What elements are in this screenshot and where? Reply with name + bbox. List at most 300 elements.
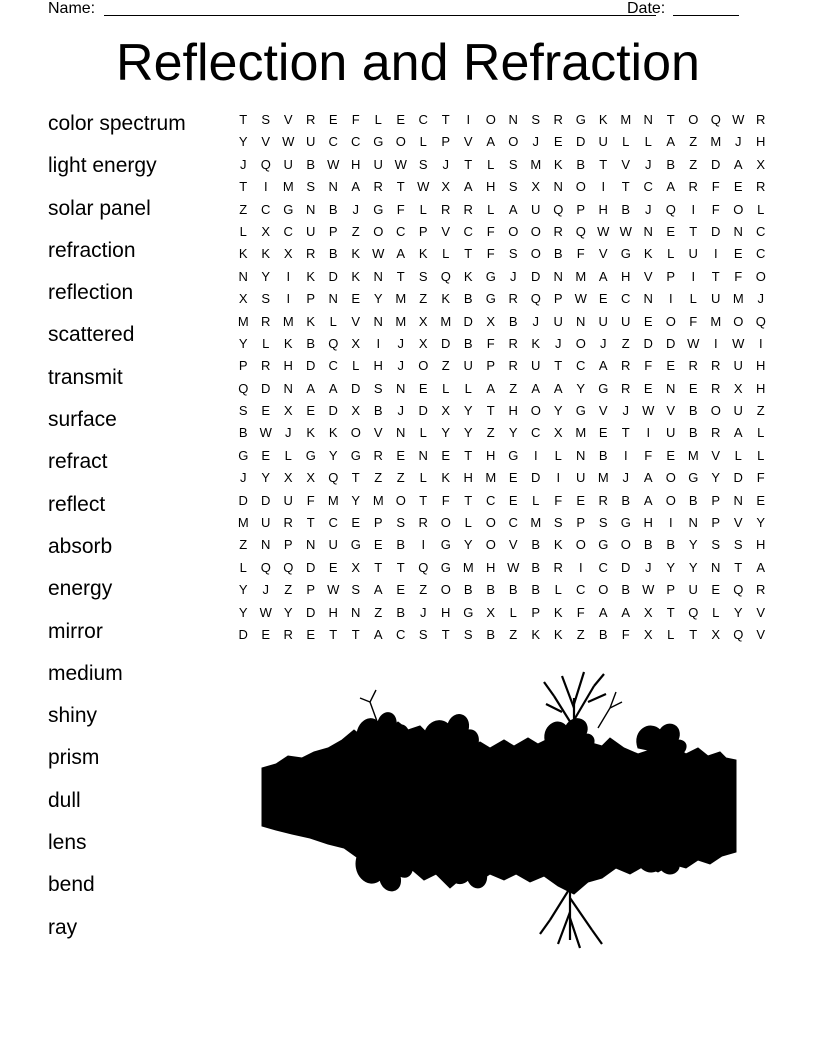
grid-letter[interactable]: E bbox=[666, 447, 676, 463]
grid-letter[interactable]: J bbox=[757, 291, 764, 307]
grid-letter[interactable]: N bbox=[306, 201, 316, 217]
grid-letter[interactable]: D bbox=[576, 134, 586, 150]
grid-letter[interactable]: Q bbox=[238, 380, 249, 396]
grid-letter[interactable]: C bbox=[756, 246, 766, 262]
grid-letter[interactable]: I bbox=[691, 268, 696, 284]
grid-letter[interactable]: C bbox=[283, 223, 293, 239]
grid-letter[interactable]: N bbox=[306, 537, 316, 553]
grid-letter[interactable]: J bbox=[622, 470, 629, 486]
grid-letter[interactable]: S bbox=[553, 515, 563, 531]
grid-letter[interactable]: L bbox=[667, 626, 675, 642]
grid-letter[interactable]: N bbox=[733, 492, 743, 508]
grid-letter[interactable]: C bbox=[396, 626, 406, 642]
grid-letter[interactable]: T bbox=[486, 403, 495, 419]
grid-letter[interactable]: E bbox=[396, 447, 406, 463]
grid-letter[interactable]: V bbox=[283, 112, 293, 127]
grid-letter[interactable]: G bbox=[238, 447, 249, 463]
grid-letter[interactable]: G bbox=[305, 447, 316, 463]
grid-letter[interactable]: F bbox=[644, 447, 653, 463]
grid-letter[interactable]: J bbox=[397, 335, 404, 351]
grid-letter[interactable]: L bbox=[419, 425, 427, 441]
grid-letter[interactable]: R bbox=[508, 291, 518, 307]
grid-letter[interactable]: O bbox=[733, 313, 744, 329]
grid-letter[interactable]: B bbox=[666, 537, 676, 553]
grid-letter[interactable]: P bbox=[373, 515, 383, 531]
grid-letter[interactable]: E bbox=[396, 112, 406, 127]
grid-letter[interactable]: K bbox=[553, 626, 563, 642]
grid-letter[interactable]: T bbox=[239, 112, 248, 127]
grid-letter[interactable]: H bbox=[508, 403, 518, 419]
grid-letter[interactable]: L bbox=[442, 246, 450, 262]
grid-letter[interactable]: D bbox=[711, 223, 721, 239]
grid-letter[interactable]: E bbox=[733, 246, 743, 262]
grid-letter[interactable]: X bbox=[531, 179, 541, 195]
grid-letter[interactable]: N bbox=[553, 268, 563, 284]
grid-letter[interactable]: J bbox=[352, 201, 359, 217]
grid-letter[interactable]: P bbox=[576, 201, 586, 217]
grid-letter[interactable]: Y bbox=[463, 537, 473, 553]
grid-letter[interactable]: R bbox=[553, 223, 563, 239]
grid-letter[interactable]: N bbox=[396, 380, 406, 396]
grid-letter[interactable]: N bbox=[553, 179, 563, 195]
grid-letter[interactable]: E bbox=[688, 380, 698, 396]
grid-letter[interactable]: R bbox=[553, 112, 563, 127]
grid-letter[interactable]: J bbox=[532, 313, 539, 329]
grid-letter[interactable]: R bbox=[553, 559, 563, 575]
grid-letter[interactable]: R bbox=[508, 335, 518, 351]
grid-letter[interactable]: T bbox=[374, 559, 383, 575]
grid-letter[interactable]: H bbox=[463, 470, 473, 486]
grid-letter[interactable]: T bbox=[599, 156, 608, 172]
grid-letter[interactable]: F bbox=[486, 246, 495, 262]
grid-letter[interactable]: Y bbox=[328, 447, 338, 463]
grid-letter[interactable]: R bbox=[688, 179, 698, 195]
grid-letter[interactable]: W bbox=[732, 335, 745, 351]
grid-letter[interactable]: C bbox=[531, 425, 541, 441]
grid-letter[interactable]: D bbox=[666, 335, 676, 351]
grid-letter[interactable]: E bbox=[306, 626, 316, 642]
grid-letter[interactable]: B bbox=[598, 447, 608, 463]
grid-letter[interactable]: A bbox=[643, 470, 653, 486]
grid-letter[interactable]: O bbox=[575, 335, 586, 351]
grid-letter[interactable]: X bbox=[756, 156, 766, 172]
grid-letter[interactable]: U bbox=[306, 134, 316, 150]
grid-letter[interactable]: G bbox=[485, 291, 496, 307]
grid-letter[interactable]: L bbox=[419, 201, 427, 217]
grid-letter[interactable]: C bbox=[328, 358, 338, 374]
grid-letter[interactable]: H bbox=[598, 201, 608, 217]
grid-letter[interactable]: I bbox=[668, 515, 673, 531]
grid-letter[interactable]: N bbox=[238, 268, 248, 284]
grid-letter[interactable]: V bbox=[756, 626, 766, 642]
grid-letter[interactable]: B bbox=[688, 403, 698, 419]
grid-letter[interactable]: L bbox=[757, 425, 765, 441]
grid-letter[interactable]: E bbox=[598, 291, 608, 307]
grid-letter[interactable]: S bbox=[598, 515, 608, 531]
grid-letter[interactable]: P bbox=[441, 134, 451, 150]
grid-letter[interactable]: P bbox=[666, 582, 676, 598]
grid-letter[interactable]: L bbox=[239, 223, 247, 239]
grid-letter[interactable]: I bbox=[758, 335, 763, 351]
grid-letter[interactable]: R bbox=[711, 380, 721, 396]
grid-letter[interactable]: V bbox=[508, 537, 518, 553]
grid-letter[interactable]: F bbox=[396, 201, 405, 217]
grid-letter[interactable]: P bbox=[531, 604, 541, 620]
grid-letter[interactable]: M bbox=[575, 425, 587, 441]
grid-letter[interactable]: W bbox=[372, 246, 385, 262]
grid-letter[interactable]: T bbox=[351, 470, 360, 486]
grid-letter[interactable]: Y bbox=[261, 470, 271, 486]
grid-letter[interactable]: H bbox=[621, 268, 631, 284]
grid-letter[interactable]: T bbox=[666, 604, 675, 620]
grid-letter[interactable]: U bbox=[688, 582, 698, 598]
grid-letter[interactable]: B bbox=[688, 492, 698, 508]
grid-letter[interactable]: M bbox=[395, 313, 407, 329]
grid-letter[interactable]: U bbox=[733, 403, 743, 419]
grid-letter[interactable]: V bbox=[756, 604, 766, 620]
grid-letter[interactable]: I bbox=[713, 246, 718, 262]
grid-letter[interactable]: E bbox=[643, 380, 653, 396]
grid-letter[interactable]: S bbox=[733, 537, 743, 553]
grid-letter[interactable]: B bbox=[486, 582, 496, 598]
grid-letter[interactable]: A bbox=[666, 179, 676, 195]
grid-letter[interactable]: J bbox=[510, 268, 517, 284]
grid-letter[interactable]: U bbox=[688, 246, 698, 262]
grid-letter[interactable]: U bbox=[576, 470, 586, 486]
grid-letter[interactable]: U bbox=[463, 358, 473, 374]
grid-letter[interactable]: K bbox=[531, 335, 541, 351]
grid-letter[interactable]: N bbox=[643, 291, 653, 307]
grid-letter[interactable]: U bbox=[711, 291, 721, 307]
grid-letter[interactable]: I bbox=[623, 447, 628, 463]
grid-letter[interactable]: X bbox=[261, 223, 271, 239]
grid-letter[interactable]: N bbox=[711, 559, 721, 575]
grid-letter[interactable]: T bbox=[689, 626, 698, 642]
grid-letter[interactable]: Y bbox=[463, 425, 473, 441]
grid-letter[interactable]: B bbox=[531, 537, 541, 553]
grid-letter[interactable]: D bbox=[306, 559, 316, 575]
grid-letter[interactable]: L bbox=[532, 492, 540, 508]
grid-letter[interactable]: Y bbox=[351, 492, 361, 508]
grid-letter[interactable]: J bbox=[645, 201, 652, 217]
grid-letter[interactable]: D bbox=[531, 268, 541, 284]
grid-letter[interactable]: M bbox=[620, 112, 632, 127]
grid-letter[interactable]: F bbox=[711, 179, 720, 195]
grid-letter[interactable]: Y bbox=[756, 515, 766, 531]
grid-letter[interactable]: Z bbox=[419, 291, 428, 307]
grid-letter[interactable]: P bbox=[486, 358, 496, 374]
grid-letter[interactable]: G bbox=[373, 201, 384, 217]
grid-letter[interactable]: V bbox=[441, 223, 451, 239]
grid-letter[interactable]: M bbox=[395, 291, 407, 307]
grid-letter[interactable]: K bbox=[553, 604, 563, 620]
grid-letter[interactable]: B bbox=[576, 156, 586, 172]
grid-letter[interactable]: O bbox=[733, 201, 744, 217]
grid-letter[interactable]: P bbox=[576, 515, 586, 531]
grid-letter[interactable]: U bbox=[283, 156, 293, 172]
grid-letter[interactable]: G bbox=[440, 537, 451, 553]
grid-letter[interactable]: I bbox=[376, 335, 381, 351]
grid-letter[interactable]: B bbox=[328, 246, 338, 262]
grid-letter[interactable]: G bbox=[688, 470, 699, 486]
grid-letter[interactable]: C bbox=[643, 179, 653, 195]
grid-letter[interactable]: N bbox=[373, 268, 383, 284]
grid-letter[interactable]: X bbox=[238, 291, 248, 307]
grid-letter[interactable]: T bbox=[351, 626, 360, 642]
grid-letter[interactable]: O bbox=[485, 537, 496, 553]
grid-letter[interactable]: V bbox=[711, 447, 721, 463]
grid-letter[interactable]: T bbox=[621, 425, 630, 441]
grid-letter[interactable]: F bbox=[441, 492, 450, 508]
grid-letter[interactable]: N bbox=[328, 179, 338, 195]
grid-letter[interactable]: L bbox=[554, 582, 562, 598]
grid-letter[interactable]: Z bbox=[396, 470, 405, 486]
grid-letter[interactable]: W bbox=[327, 582, 340, 598]
grid-letter[interactable]: E bbox=[553, 134, 563, 150]
grid-letter[interactable]: A bbox=[373, 626, 383, 642]
grid-letter[interactable]: R bbox=[508, 358, 518, 374]
grid-letter[interactable]: Q bbox=[688, 604, 699, 620]
grid-letter[interactable]: M bbox=[710, 313, 722, 329]
grid-letter[interactable]: B bbox=[643, 537, 653, 553]
grid-letter[interactable]: U bbox=[328, 537, 338, 553]
grid-letter[interactable]: O bbox=[350, 425, 361, 441]
grid-letter[interactable]: R bbox=[756, 179, 766, 195]
grid-letter[interactable]: E bbox=[328, 112, 338, 127]
date-field-line[interactable] bbox=[673, 15, 739, 16]
grid-letter[interactable]: C bbox=[463, 223, 473, 239]
grid-letter[interactable]: A bbox=[306, 380, 316, 396]
grid-letter[interactable]: Z bbox=[374, 604, 383, 620]
grid-letter[interactable]: B bbox=[396, 537, 406, 553]
grid-letter[interactable]: J bbox=[397, 358, 404, 374]
grid-letter[interactable]: D bbox=[441, 335, 451, 351]
grid-letter[interactable]: S bbox=[396, 515, 406, 531]
grid-letter[interactable]: B bbox=[306, 156, 316, 172]
grid-letter[interactable]: L bbox=[352, 358, 360, 374]
grid-letter[interactable]: P bbox=[306, 291, 316, 307]
grid-letter[interactable]: J bbox=[735, 134, 742, 150]
grid-letter[interactable]: L bbox=[689, 291, 697, 307]
grid-letter[interactable]: G bbox=[350, 447, 361, 463]
grid-letter[interactable]: D bbox=[261, 492, 271, 508]
grid-letter[interactable]: F bbox=[576, 246, 585, 262]
grid-letter[interactable]: N bbox=[576, 447, 586, 463]
grid-letter[interactable]: K bbox=[306, 268, 316, 284]
grid-letter[interactable]: B bbox=[531, 582, 541, 598]
grid-letter[interactable]: M bbox=[282, 179, 294, 195]
grid-letter[interactable]: R bbox=[463, 201, 473, 217]
grid-letter[interactable]: T bbox=[396, 559, 405, 575]
grid-letter[interactable]: U bbox=[733, 358, 743, 374]
grid-letter[interactable]: Y bbox=[373, 291, 383, 307]
grid-letter[interactable]: P bbox=[328, 223, 338, 239]
grid-letter[interactable]: A bbox=[733, 425, 743, 441]
grid-letter[interactable]: Z bbox=[239, 201, 248, 217]
grid-letter[interactable]: M bbox=[530, 515, 542, 531]
grid-letter[interactable]: Z bbox=[756, 403, 765, 419]
grid-letter[interactable]: Q bbox=[418, 559, 429, 575]
grid-letter[interactable]: K bbox=[643, 246, 653, 262]
grid-letter[interactable]: Y bbox=[666, 559, 676, 575]
grid-letter[interactable]: A bbox=[621, 604, 631, 620]
grid-letter[interactable]: D bbox=[621, 559, 631, 575]
grid-letter[interactable]: L bbox=[262, 335, 270, 351]
grid-letter[interactable]: F bbox=[621, 626, 630, 642]
grid-letter[interactable]: Z bbox=[441, 358, 450, 374]
grid-letter[interactable]: B bbox=[328, 201, 338, 217]
grid-letter[interactable]: E bbox=[261, 626, 271, 642]
grid-letter[interactable]: M bbox=[710, 134, 722, 150]
grid-letter[interactable]: U bbox=[621, 313, 631, 329]
grid-letter[interactable]: I bbox=[466, 112, 471, 127]
grid-letter[interactable]: Q bbox=[553, 201, 564, 217]
grid-letter[interactable]: O bbox=[440, 582, 451, 598]
grid-letter[interactable]: C bbox=[328, 515, 338, 531]
grid-letter[interactable]: O bbox=[665, 470, 676, 486]
grid-letter[interactable]: A bbox=[463, 179, 473, 195]
grid-letter[interactable]: J bbox=[555, 335, 562, 351]
grid-letter[interactable]: F bbox=[734, 268, 743, 284]
grid-letter[interactable]: B bbox=[238, 425, 248, 441]
grid-letter[interactable]: D bbox=[261, 380, 271, 396]
grid-letter[interactable]: L bbox=[509, 604, 517, 620]
grid-letter[interactable]: K bbox=[441, 470, 451, 486]
grid-letter[interactable]: Z bbox=[284, 582, 293, 598]
grid-letter[interactable]: L bbox=[419, 470, 427, 486]
grid-letter[interactable]: I bbox=[601, 179, 606, 195]
grid-letter[interactable]: Z bbox=[509, 626, 518, 642]
grid-letter[interactable]: A bbox=[598, 358, 608, 374]
grid-letter[interactable]: Z bbox=[239, 537, 248, 553]
grid-letter[interactable]: T bbox=[396, 268, 405, 284]
grid-letter[interactable]: L bbox=[712, 604, 720, 620]
grid-letter[interactable]: V bbox=[261, 134, 271, 150]
grid-letter[interactable]: E bbox=[351, 291, 361, 307]
grid-letter[interactable]: Y bbox=[261, 268, 271, 284]
grid-letter[interactable]: L bbox=[284, 447, 292, 463]
grid-letter[interactable]: N bbox=[688, 515, 698, 531]
grid-letter[interactable]: A bbox=[531, 380, 541, 396]
grid-letter[interactable]: B bbox=[396, 604, 406, 620]
grid-letter[interactable]: X bbox=[643, 626, 653, 642]
grid-letter[interactable]: B bbox=[508, 582, 518, 598]
grid-letter[interactable]: E bbox=[351, 515, 361, 531]
grid-letter[interactable]: T bbox=[464, 246, 473, 262]
grid-letter[interactable]: K bbox=[463, 268, 473, 284]
grid-letter[interactable]: R bbox=[373, 447, 383, 463]
grid-letter[interactable]: E bbox=[666, 223, 676, 239]
grid-letter[interactable]: G bbox=[463, 604, 474, 620]
grid-letter[interactable]: U bbox=[373, 156, 383, 172]
grid-letter[interactable]: E bbox=[666, 358, 676, 374]
grid-letter[interactable]: T bbox=[441, 626, 450, 642]
grid-letter[interactable]: K bbox=[531, 626, 541, 642]
grid-letter[interactable]: F bbox=[306, 492, 315, 508]
grid-letter[interactable]: K bbox=[441, 291, 451, 307]
grid-letter[interactable]: X bbox=[283, 403, 293, 419]
grid-letter[interactable]: D bbox=[733, 470, 743, 486]
grid-letter[interactable]: B bbox=[621, 582, 631, 598]
grid-letter[interactable]: X bbox=[418, 313, 428, 329]
grid-letter[interactable]: G bbox=[440, 559, 451, 575]
grid-letter[interactable]: S bbox=[508, 179, 518, 195]
grid-letter[interactable]: S bbox=[531, 112, 541, 127]
grid-letter[interactable]: W bbox=[394, 156, 407, 172]
grid-letter[interactable]: V bbox=[733, 515, 743, 531]
grid-letter[interactable]: O bbox=[508, 223, 519, 239]
grid-letter[interactable]: T bbox=[239, 179, 248, 195]
grid-letter[interactable]: M bbox=[732, 291, 744, 307]
grid-letter[interactable]: D bbox=[351, 380, 361, 396]
grid-letter[interactable]: W bbox=[259, 604, 272, 620]
grid-letter[interactable]: M bbox=[530, 156, 542, 172]
grid-letter[interactable]: O bbox=[530, 223, 541, 239]
grid-letter[interactable]: V bbox=[373, 425, 383, 441]
grid-letter[interactable]: C bbox=[396, 223, 406, 239]
grid-letter[interactable]: N bbox=[351, 604, 361, 620]
grid-letter[interactable]: Z bbox=[509, 380, 518, 396]
grid-letter[interactable]: O bbox=[598, 582, 609, 598]
grid-letter[interactable]: C bbox=[486, 492, 496, 508]
grid-letter[interactable]: W bbox=[597, 223, 610, 239]
grid-letter[interactable]: A bbox=[373, 582, 383, 598]
grid-letter[interactable]: P bbox=[238, 358, 248, 374]
grid-letter[interactable]: J bbox=[622, 403, 629, 419]
grid-letter[interactable]: P bbox=[306, 582, 316, 598]
grid-letter[interactable]: U bbox=[531, 358, 541, 374]
grid-letter[interactable]: F bbox=[576, 604, 585, 620]
grid-letter[interactable]: T bbox=[734, 559, 743, 575]
grid-letter[interactable]: N bbox=[261, 537, 271, 553]
grid-letter[interactable]: W bbox=[327, 156, 340, 172]
grid-letter[interactable]: X bbox=[486, 313, 496, 329]
grid-letter[interactable]: G bbox=[508, 447, 519, 463]
grid-letter[interactable]: O bbox=[373, 223, 384, 239]
grid-letter[interactable]: N bbox=[396, 425, 406, 441]
grid-letter[interactable]: L bbox=[419, 134, 427, 150]
grid-letter[interactable]: I bbox=[421, 537, 426, 553]
grid-letter[interactable]: R bbox=[306, 112, 316, 127]
grid-letter[interactable]: H bbox=[486, 179, 496, 195]
grid-letter[interactable]: A bbox=[756, 559, 766, 575]
grid-letter[interactable]: U bbox=[598, 134, 608, 150]
grid-letter[interactable]: V bbox=[351, 313, 361, 329]
grid-letter[interactable]: M bbox=[282, 313, 294, 329]
grid-letter[interactable]: U bbox=[553, 313, 563, 329]
grid-letter[interactable]: J bbox=[532, 134, 539, 150]
grid-letter[interactable]: S bbox=[463, 626, 473, 642]
grid-letter[interactable]: X bbox=[351, 335, 361, 351]
grid-letter[interactable]: R bbox=[283, 515, 293, 531]
grid-letter[interactable]: T bbox=[464, 492, 473, 508]
grid-letter[interactable]: E bbox=[373, 537, 383, 553]
grid-letter[interactable]: A bbox=[666, 134, 676, 150]
grid-letter[interactable]: O bbox=[665, 313, 676, 329]
grid-letter[interactable]: M bbox=[237, 313, 249, 329]
grid-letter[interactable]: A bbox=[508, 201, 518, 217]
grid-letter[interactable]: Y bbox=[238, 335, 248, 351]
grid-letter[interactable]: O bbox=[395, 134, 406, 150]
grid-letter[interactable]: E bbox=[756, 492, 766, 508]
grid-letter[interactable]: B bbox=[621, 492, 631, 508]
grid-letter[interactable]: D bbox=[238, 492, 248, 508]
grid-letter[interactable]: A bbox=[733, 156, 743, 172]
grid-letter[interactable]: N bbox=[283, 380, 293, 396]
grid-letter[interactable]: H bbox=[328, 604, 338, 620]
grid-letter[interactable]: V bbox=[598, 403, 608, 419]
grid-letter[interactable]: W bbox=[282, 134, 295, 150]
